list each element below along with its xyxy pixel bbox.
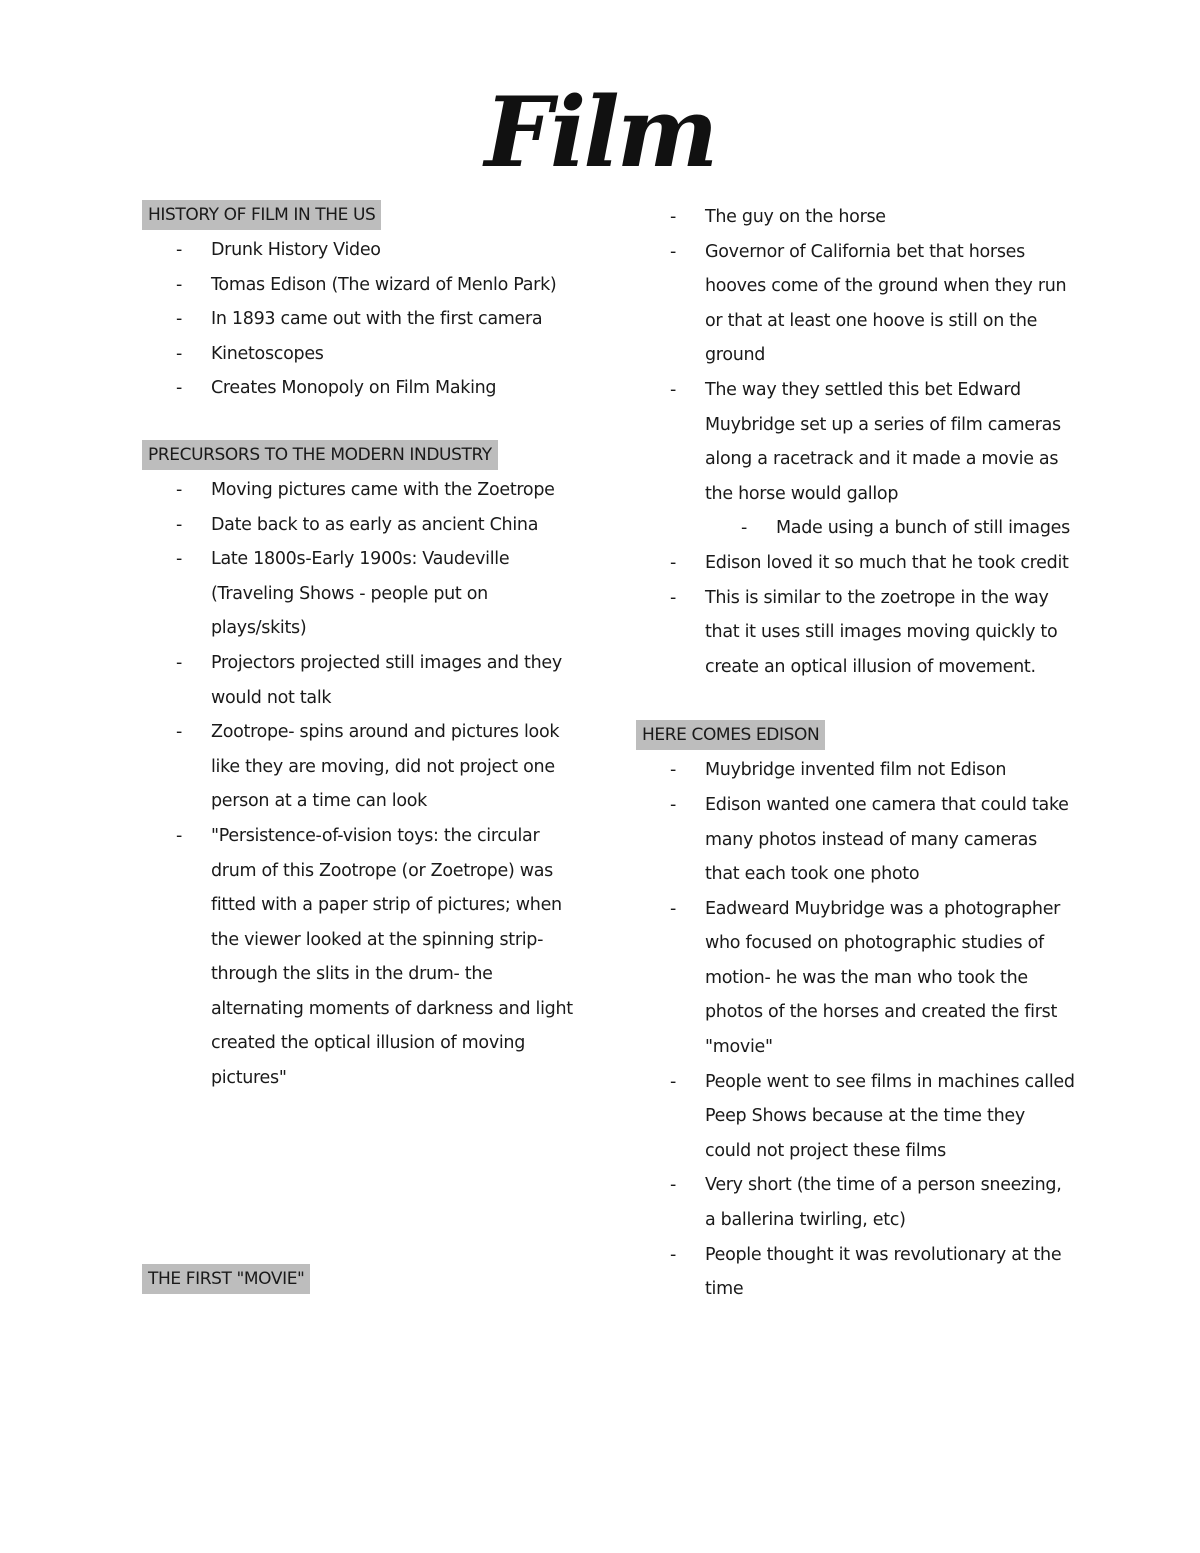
list-item-text: Edison loved it so much that he took credit: [705, 552, 1069, 573]
edison-list: [636, 753, 1076, 1307]
list-item-text: In 1893 came out with the first camera: [211, 309, 543, 330]
dash-bullet-icon: -: [670, 898, 677, 919]
page-title: Film: [484, 76, 716, 189]
list-item: [142, 371, 582, 406]
dash-bullet-icon: -: [670, 1175, 677, 1196]
dash-bullet-icon: -: [176, 479, 183, 500]
dash-bullet-icon: -: [176, 309, 183, 330]
dash-bullet-icon: -: [176, 549, 183, 570]
list-item-text: Date back to as early as ancient China: [211, 514, 539, 535]
right-column: [636, 200, 1076, 1307]
list-item: [142, 233, 582, 268]
dash-bullet-icon: -: [670, 587, 677, 608]
list-item-text: Drunk History Video: [211, 240, 381, 260]
list-item: [636, 581, 1076, 685]
list-item-text: Zootrope- spins around and pictures look like they are moving, did not project one person at a time can look: [211, 722, 560, 812]
left-column: [142, 200, 582, 1297]
dash-bullet-icon: -: [670, 241, 677, 262]
list-item-text: The way they settled this bet Edward Muybridge set up a series of film cameras along a racetrack and it made a movie as the horse would gallop: [705, 379, 1061, 504]
list-item-text: Eadweard Muybridge was a photographer who focused on photographic studies of motion- he was the man who took the photos of the horses and created the first "movie": [705, 898, 1061, 1058]
list-item: [142, 268, 582, 303]
list-item: [142, 819, 582, 1096]
section-heading-first-movie: THE FIRST "MOVIE": [142, 1264, 310, 1294]
list-item: [636, 1168, 1076, 1237]
dash-bullet-icon: -: [741, 518, 748, 539]
list-item: [142, 646, 582, 715]
list-item-text: Governor of California bet that horses hooves come of the ground when they run or that at least one hoove is still on the ground: [705, 241, 1067, 366]
first-movie-sub-list: [636, 511, 1076, 546]
dash-bullet-icon: -: [670, 552, 677, 573]
dash-bullet-icon: -: [670, 1244, 677, 1265]
list-item: [636, 546, 1076, 581]
list-item: [142, 715, 582, 819]
dash-bullet-icon: -: [176, 514, 183, 535]
section-heading-precursors: PRECURSORS TO THE MODERN INDUSTRY: [142, 440, 498, 470]
first-movie-list-continued: [636, 546, 1076, 684]
dash-bullet-icon: -: [670, 379, 677, 400]
list-item-text: Late 1800s-Early 1900s: Vaudeville (Traveling Shows - people put on plays/skits): [211, 549, 510, 639]
list-item: [142, 337, 582, 372]
list-item-text: Moving pictures came with the Zoetrope: [211, 479, 555, 500]
dash-bullet-icon: -: [176, 825, 183, 846]
list-item-text: "Persistence-of-vision toys: the circular drum of this Zootrope (or Zoetrope) was fitted with a paper strip of pictures; when the viewer looked at the spinning strip- through the slits in the drum- the alternating moments of darkness and light created the optical illusion of moving pictures": [211, 825, 573, 1089]
sub-list-item: [636, 511, 1076, 546]
list-item-text: The guy on the horse: [705, 207, 886, 227]
dash-bullet-icon: -: [176, 343, 183, 364]
dash-bullet-icon: -: [670, 1071, 677, 1092]
list-item: [636, 200, 1076, 235]
list-item-text: Edison wanted one camera that could take many photos instead of many cameras that each took one photo: [705, 794, 1069, 885]
dash-bullet-icon: -: [176, 722, 183, 743]
list-item-text: People went to see films in machines called Peep Shows because at the time they could not project these films: [705, 1071, 1075, 1161]
precursors-list: [142, 473, 582, 1096]
list-item-text: Kinetoscopes: [211, 343, 324, 364]
dash-bullet-icon: -: [176, 274, 183, 295]
list-item: [142, 542, 582, 646]
section-heading-history: HISTORY OF FILM IN THE US: [142, 200, 381, 230]
list-item-text: This is similar to the zoetrope in the way that it uses still images moving quickly to create an optical illusion of movement.: [705, 587, 1058, 677]
list-item-text: Creates Monopoly on Film Making: [211, 378, 497, 399]
list-item-text: Tomas Edison (The wizard of Menlo Park): [211, 274, 557, 295]
list-item: [636, 1238, 1076, 1307]
list-item: [636, 788, 1076, 892]
history-list: [142, 233, 582, 406]
list-item: [142, 473, 582, 508]
list-item-text: Very short (the time of a person sneezing, a ballerina twirling, etc): [705, 1175, 1062, 1231]
list-item-text: Muybridge invented film not Edison: [705, 760, 1007, 781]
list-item-text: Made using a bunch of still images: [776, 518, 1070, 539]
dash-bullet-icon: -: [670, 207, 677, 227]
list-item-text: Projectors projected still images and they would not talk: [211, 652, 562, 708]
list-item: [636, 1065, 1076, 1169]
list-item: [142, 508, 582, 543]
list-item: [636, 892, 1076, 1065]
dash-bullet-icon: -: [176, 240, 183, 260]
list-item: [636, 753, 1076, 788]
section-heading-edison: HERE COMES EDISON: [636, 720, 825, 750]
dash-bullet-icon: -: [670, 794, 677, 815]
dash-bullet-icon: -: [176, 652, 183, 673]
list-item: [636, 373, 1076, 511]
first-movie-list: [636, 200, 1076, 511]
dash-bullet-icon: -: [670, 760, 677, 781]
list-item: [636, 235, 1076, 373]
dash-bullet-icon: -: [176, 378, 183, 399]
list-item-text: People thought it was revolutionary at the time: [705, 1244, 1062, 1300]
list-item: [142, 302, 582, 337]
